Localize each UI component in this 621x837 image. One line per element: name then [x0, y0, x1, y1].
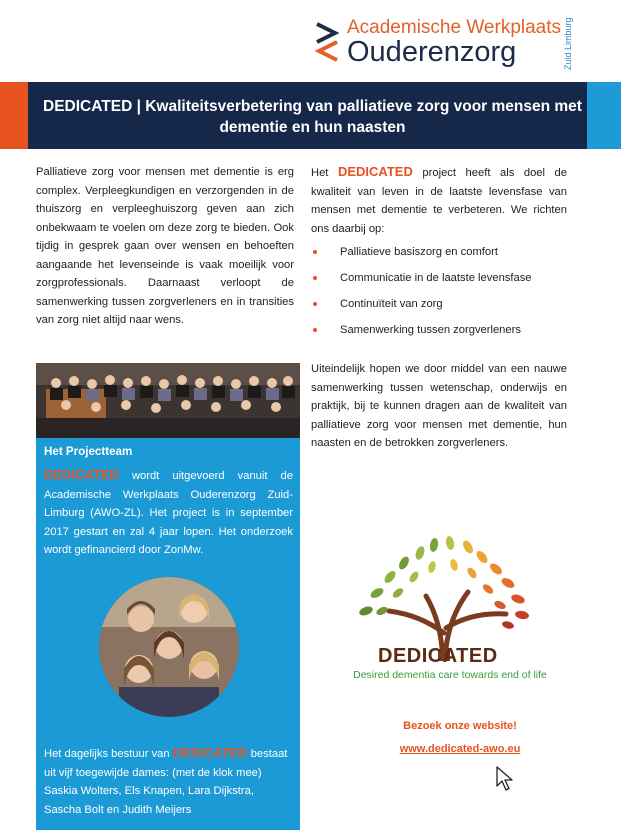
team-portrait-image — [99, 577, 239, 717]
board-project-name: DEDICATED — [172, 745, 248, 760]
group-photo-image — [36, 363, 300, 438]
logo-vertical-text: Zuid Limburg — [563, 17, 573, 70]
bullet-icon — [313, 328, 317, 332]
list-item: Palliatieve basiszorg en comfort — [311, 244, 581, 270]
list-item: Samenwerking tussen zorgverleners — [311, 322, 581, 348]
group-photo — [36, 363, 300, 438]
brand-tagline: Desired dementia care towards end of life — [353, 669, 547, 681]
closing-paragraph: Uiteindelijk hopen we door middel van een nauwe samenwerking tussen wetenschap, onderwijs en praktijk, bij te kunnen dragen aan de kwaliteit van palliatieve zorg voor mensen met dementie, hun naasten en de betrokken zorgverleners. — [311, 363, 567, 449]
list-item: Communicatie in de laatste levensfase — [311, 270, 581, 296]
title-banner — [0, 82, 621, 149]
focus-list — [311, 244, 581, 348]
banner-accent-right — [587, 82, 621, 149]
list-item: Continuïteit van zorg — [311, 296, 581, 322]
mouse-cursor-icon — [495, 766, 515, 792]
board-prefix: Het dagelijks bestuur van — [44, 748, 170, 760]
team-paragraph — [44, 466, 293, 560]
logo-line2: Ouderenzorg — [347, 36, 517, 68]
intro-paragraph: Palliatieve zorg voor mensen met dementie is erg complex. Verpleegkundigen en verzorgenden in de thuiszorg en verpleeghuiszorg geven aan zich onbekwaam te voelen om deze zorg te bieden. Ook tijdig in gesprek gaan over wensen en behoeften aangaande het levenseinde is vaak moeilijk voor zorgprofessionals. Daarnaast verloopt de samenwerking tussen zorgverleners en in transities van zorg niet altijd naar wens. — [36, 166, 294, 326]
website-link[interactable]: www.dedicated-awo.eu — [399, 743, 521, 755]
bullet-icon — [313, 302, 317, 306]
team-panel — [36, 438, 300, 830]
project-prefix: Het — [311, 167, 329, 179]
visit-website-label: Bezoek onze website! — [403, 720, 517, 732]
project-text: project heeft als doel de kwaliteit van leven in de laatste levensfase van mensen met dementie te verbeteren. We richten ons daarbij op: — [311, 167, 568, 235]
board-text: bestaat uit vijf toegewijde dames: (met de klok mee) Saskia Wolters, Els Knapen, Lara Dijkstra, Sascha Bolt en Judith Meijers — [44, 748, 288, 816]
awo-logo — [315, 14, 615, 72]
banner-accent-left — [0, 82, 28, 149]
board-paragraph — [44, 744, 293, 819]
project-name: DEDICATED — [337, 164, 413, 179]
logo-mark-icon — [315, 20, 339, 66]
team-heading: Het Projectteam — [44, 445, 133, 458]
team-portrait — [99, 577, 239, 717]
brand-name: DEDICATED — [378, 645, 498, 667]
bullet-icon — [313, 250, 317, 254]
page-title: DEDICATED | Kwaliteitsverbetering van palliatieve zorg voor mensen met dementie en hun naasten — [43, 98, 582, 136]
project-paragraph — [311, 163, 567, 238]
dedicated-logo — [322, 533, 577, 683]
logo-line1: Academische Werkplaats — [347, 17, 562, 38]
team-text: wordt uitgevoerd vanuit de Academische Werkplaats Ouderenzorg Zuid-Limburg (AWO-ZL). Het project is in september 2017 gestart en zal 4 jaar lopen. Het onderzoek wordt gefinancierd door ZonMw. — [44, 470, 293, 556]
team-project-name: DEDICATED — [44, 467, 119, 482]
bullet-icon — [313, 276, 317, 280]
